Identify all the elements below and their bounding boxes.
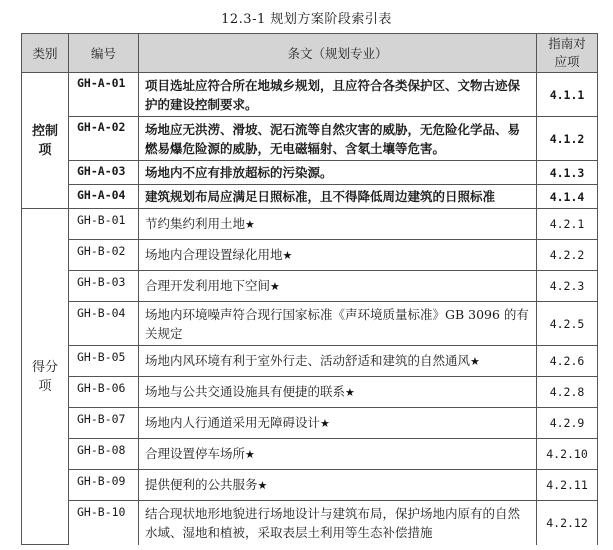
row-code: GH-B-10 <box>69 501 139 545</box>
index-table <box>21 33 598 545</box>
row-ref: 4.1.3 <box>537 161 598 185</box>
star-icon: ★ <box>245 448 255 461</box>
header-guide <box>537 34 598 73</box>
row-ref: 4.2.3 <box>537 271 598 302</box>
table-row <box>22 73 598 117</box>
row-text: 场地内合理设置绿化用地★ <box>139 240 537 271</box>
star-icon: ★ <box>257 479 268 492</box>
row-code: GH-A-04 <box>69 185 139 209</box>
table-row <box>22 439 598 470</box>
row-text: 场地与公共交通设施具有便捷的联系★ <box>139 377 537 408</box>
header-row <box>22 34 598 73</box>
row-code: GH-B-02 <box>69 240 139 271</box>
table-row <box>22 346 598 377</box>
header-guide-line2: 应项 <box>554 54 580 69</box>
row-ref: 4.2.12 <box>537 501 598 545</box>
table-row <box>22 117 598 161</box>
row-code: GH-B-05 <box>69 346 139 377</box>
star-icon: ★ <box>345 386 355 399</box>
header-guide-line1: 指南对 <box>548 36 586 51</box>
row-ref: 4.2.6 <box>537 346 598 377</box>
row-text: 合理设置停车场所★ <box>139 439 537 470</box>
row-ref: 4.2.8 <box>537 377 598 408</box>
row-code: GH-A-01 <box>69 73 139 117</box>
row-ref: 4.2.5 <box>537 302 598 346</box>
row-text: 场地内人行通道采用无障碍设计★ <box>139 408 537 439</box>
star-icon: ★ <box>470 355 480 368</box>
header-category: 类别 <box>22 34 69 73</box>
row-text: 合理开发利用地下空间★ <box>139 271 537 302</box>
row-ref: 4.1.1 <box>537 73 598 117</box>
row-code: GH-B-03 <box>69 271 139 302</box>
header-code: 编号 <box>69 34 139 73</box>
row-ref: 4.2.1 <box>537 209 598 240</box>
table-row <box>22 408 598 439</box>
row-code: GH-A-02 <box>69 117 139 161</box>
row-text: 建筑规划布局应满足日照标准，且不得降低周边建筑的日照标准 <box>139 185 537 209</box>
category-scoring: 得分 项 <box>22 209 69 545</box>
row-ref: 4.2.10 <box>537 439 598 470</box>
star-icon: ★ <box>282 249 293 262</box>
header-article: 条文（规划专业） <box>139 34 537 73</box>
table-row <box>22 161 598 185</box>
table-row <box>22 302 598 346</box>
table-row <box>22 185 598 209</box>
row-ref: 4.2.2 <box>537 240 598 271</box>
row-text: 提供便利的公共服务★ <box>139 470 537 501</box>
row-code: GH-B-06 <box>69 377 139 408</box>
row-code: GH-B-04 <box>69 302 139 346</box>
star-icon: ★ <box>320 417 330 430</box>
table-row <box>22 501 598 545</box>
table-row <box>22 271 598 302</box>
category-control: 控制 项 <box>22 73 69 209</box>
row-text: 场地内不应有排放超标的污染源。 <box>139 161 537 185</box>
table-row <box>22 377 598 408</box>
row-ref: 4.1.2 <box>537 117 598 161</box>
row-text: 场地内风环境有利于室外行走、活动舒适和建筑的自然通风★ <box>139 346 537 377</box>
row-code: GH-B-08 <box>69 439 139 470</box>
row-code: GH-B-01 <box>69 209 139 240</box>
row-text: 结合现状地形地貌进行场地设计与建筑布局，保护场地内原有的自然水域、湿地和植被，采取表层土利用等生态补偿措施 <box>139 501 537 545</box>
row-ref: 4.2.9 <box>537 408 598 439</box>
row-code: GH-A-03 <box>69 161 139 185</box>
row-text: 节约集约利用土地★ <box>139 209 537 240</box>
table-caption: 12.3-1 规划方案阶段索引表 <box>221 12 392 27</box>
row-text: 场地内环境噪声符合现行国家标准《声环境质量标准》GB 3096 的有关规定 <box>139 302 537 346</box>
row-ref: 4.1.4 <box>537 185 598 209</box>
row-code: GH-B-07 <box>69 408 139 439</box>
row-ref: 4.2.11 <box>537 470 598 501</box>
table-row <box>22 240 598 271</box>
row-text: 场地应无洪涝、滑坡、泥石流等自然灾害的威胁，无危险化学品、易燃易爆危险源的威胁，无电磁辐射、含氡土壤等危害。 <box>139 117 537 161</box>
row-text: 项目选址应符合所在地城乡规划，且应符合各类保护区、文物古迹保护的建设控制要求。 <box>139 73 537 117</box>
table-row <box>22 209 598 240</box>
table-row <box>22 470 598 501</box>
star-icon: ★ <box>270 280 280 293</box>
star-icon: ★ <box>245 218 255 231</box>
row-code: GH-B-09 <box>69 470 139 501</box>
